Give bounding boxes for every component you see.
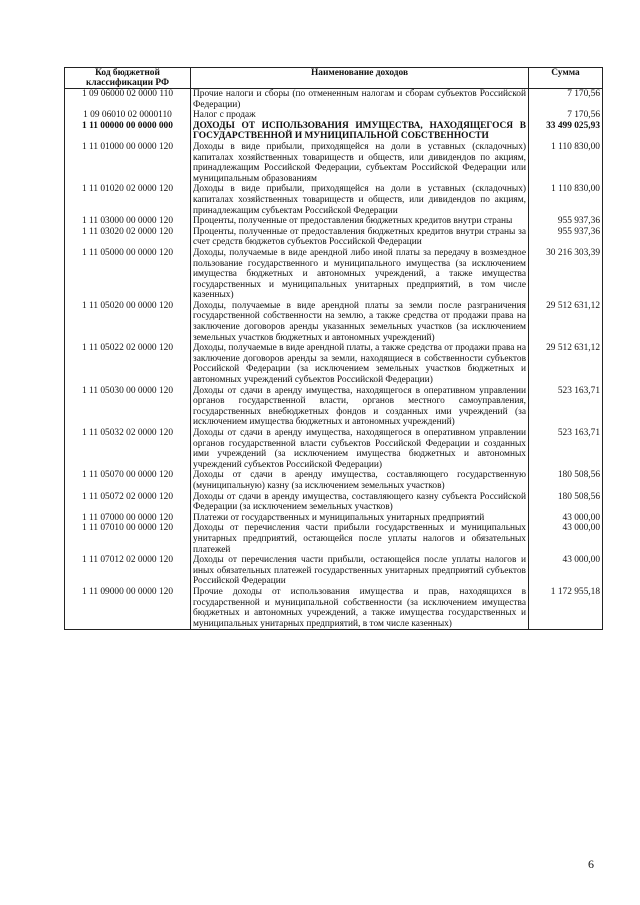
cell-sum: 955 937,36 (529, 216, 603, 227)
table-row (65, 216, 603, 227)
cell-code: 1 09 06000 02 0000 110 (65, 89, 191, 111)
cell-code: 1 11 07010 00 0000 120 (65, 523, 191, 555)
cell-sum: 7 170,56 (529, 89, 603, 111)
cell-code: 1 11 05032 02 0000 120 (65, 428, 191, 470)
table-row (65, 89, 603, 111)
cell-code: 1 11 03020 02 0000 120 (65, 227, 191, 248)
cell-code: 1 11 03000 00 0000 120 (65, 216, 191, 227)
cell-sum: 43 000,00 (529, 555, 603, 587)
header-sum: Сумма (529, 68, 603, 89)
cell-name: Доходы в виде прибыли, приходящейся на доли в уставных (складочных) капиталах хозяйственных товариществ и обществ, или дивидендов по акциям, принадлежащим субъектам Российской Федерации (191, 184, 529, 216)
revenue-table (64, 67, 603, 630)
cell-code: 1 11 05072 02 0000 120 (65, 492, 191, 513)
cell-name: Налог с продаж (191, 110, 529, 121)
table-row (65, 248, 603, 301)
cell-sum: 30 216 303,39 (529, 248, 603, 301)
table-row (65, 555, 603, 587)
header-name: Наименование доходов (191, 68, 529, 89)
cell-name: ДОХОДЫ ОТ ИСПОЛЬЗОВАНИЯ ИМУЩЕСТВА, НАХОДЯЩЕГОСЯ В ГОСУДАРСТВЕННОЙ И МУНИЦИПАЛЬНОЙ СОБСТВЕННОСТИ (191, 121, 529, 142)
cell-code: 1 11 05030 00 0000 120 (65, 386, 191, 428)
table-row (65, 121, 603, 142)
cell-name: Доходы от сдачи в аренду имущества, находящегося в оперативном управлении органов государственной власти, органов местного самоуправления, государственных внебюджетных фондов и созданных ими учреждений (за исключением имущества бюджетных и автономных учреждений) (191, 386, 529, 428)
table-row (65, 513, 603, 524)
cell-code: 1 11 05000 00 0000 120 (65, 248, 191, 301)
cell-name: Доходы от сдачи в аренду имущества, составляющего государственную (муниципальную) казну (за исключением земельных участков) (191, 470, 529, 491)
table-row (65, 386, 603, 428)
header-code: Код бюджетной классификации РФ (65, 68, 191, 89)
cell-name: Доходы, получаемые в виде арендной либо иной платы за передачу в возмездное пользование государственного и муниципального имущества (за исключением имущества бюджетных и автономных учреждений, а также имущества государственных и муниципальных унитарных предприятий, в том числе казенных) (191, 248, 529, 301)
table-row (65, 470, 603, 491)
cell-name: Проценты, полученные от предоставления бюджетных кредитов внутри страны (191, 216, 529, 227)
cell-sum: 1 172 955,18 (529, 587, 603, 630)
cell-name: Доходы в виде прибыли, приходящейся на доли в уставных (складочных) капиталах хозяйственных товариществ и обществ, или дивидендов по акциям, принадлежащим Российской Федерации, субъектам Российской Федерации или муниципальным образованиям (191, 142, 529, 184)
cell-sum: 7 170,56 (529, 110, 603, 121)
cell-sum: 1 110 830,00 (529, 184, 603, 216)
cell-code: 1 11 07012 02 0000 120 (65, 555, 191, 587)
cell-code: 1 11 00000 00 0000 000 (65, 121, 191, 142)
cell-name: Доходы от перечисления части прибыли, остающейся после уплаты налогов и иных обязательных платежей государственных унитарных предприятий субъектов Российской Федерации (191, 555, 529, 587)
cell-sum: 180 508,56 (529, 492, 603, 513)
cell-sum: 29 512 631,12 (529, 301, 603, 343)
page-number: 6 (588, 857, 594, 871)
table-row (65, 587, 603, 630)
cell-code: 1 11 05020 00 0000 120 (65, 301, 191, 343)
table-row (65, 301, 603, 343)
table-row (65, 142, 603, 184)
cell-name: Прочие налоги и сборы (по отмененным налогам и сборам субъектов Российской Федерации) (191, 89, 529, 111)
cell-name: Доходы от сдачи в аренду имущества, находящегося в оперативном управлении органов государственной власти субъектов Российской Федерации и созданных ими учреждений (за исключением имущества бюджетных и автономных учреждений субъектов Российской Федерации) (191, 428, 529, 470)
cell-name: Доходы, получаемые в виде арендной платы за земли после разграничения государственной собственности на землю, а также средства от продажи права на заключение договоров аренды указанных земельных участков (за исключением земельных участков бюджетных и автономных учреждений) (191, 301, 529, 343)
cell-code: 1 11 01020 02 0000 120 (65, 184, 191, 216)
cell-sum: 43 000,00 (529, 513, 603, 524)
cell-sum: 180 508,56 (529, 470, 603, 491)
cell-sum: 955 937,36 (529, 227, 603, 248)
cell-sum: 523 163,71 (529, 428, 603, 470)
cell-sum: 1 110 830,00 (529, 142, 603, 184)
cell-name: Платежи от государственных и муниципальных унитарных предприятий (191, 513, 529, 524)
cell-code: 1 11 01000 00 0000 120 (65, 142, 191, 184)
cell-code: 1 11 05022 02 0000 120 (65, 343, 191, 385)
table-row (65, 492, 603, 513)
cell-name: Проценты, полученные от предоставления бюджетных кредитов внутри страны за счет средств бюджетов субъектов Российской Федерации (191, 227, 529, 248)
table-row (65, 184, 603, 216)
cell-code: 1 09 06010 02 0000110 (65, 110, 191, 121)
cell-sum: 33 499 025,93 (529, 121, 603, 142)
cell-sum: 523 163,71 (529, 386, 603, 428)
cell-name: Прочие доходы от использования имущества и прав, находящихся в государственной и муниципальной собственности (за исключением имущества бюджетных и автономных учреждений, а также имущества государственных и муниципальных унитарных предприятий, в том числе казенных) (191, 587, 529, 630)
table-header-row (65, 68, 603, 89)
table-row (65, 428, 603, 470)
table-row (65, 523, 603, 555)
cell-name: Доходы от перечисления части прибыли государственных и муниципальных унитарных предприятий, остающейся после уплаты налогов и обязательных платежей (191, 523, 529, 555)
cell-sum: 29 512 631,12 (529, 343, 603, 385)
cell-code: 1 11 07000 00 0000 120 (65, 513, 191, 524)
cell-code: 1 11 09000 00 0000 120 (65, 587, 191, 630)
cell-code: 1 11 05070 00 0000 120 (65, 470, 191, 491)
cell-name: Доходы от сдачи в аренду имущества, составляющего казну субъекта Российской Федерации (за исключением земельных участков) (191, 492, 529, 513)
cell-sum: 43 000,00 (529, 523, 603, 555)
table-row (65, 227, 603, 248)
table-row (65, 110, 603, 121)
table-row (65, 343, 603, 385)
cell-name: Доходы, получаемые в виде арендной платы, а также средства от продажи права на заключение договоров аренды за земли, находящиеся в собственности субъектов Российской Федерации (за исключением земельных участков бюджетных и автономных учреждений субъектов Российской Федерации) (191, 343, 529, 385)
